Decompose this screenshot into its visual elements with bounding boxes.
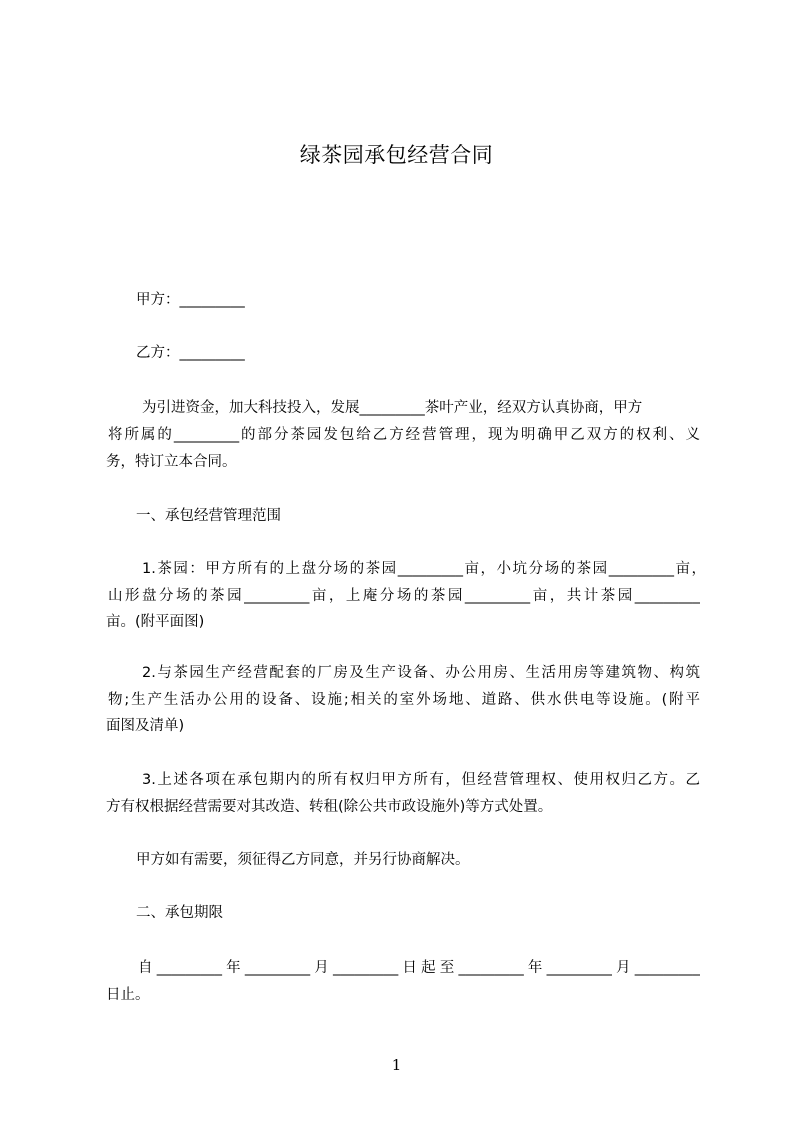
item1-line-3: 亩。(附平面图) <box>106 614 205 630</box>
item2-line-2: 物;生产生活办公用的设备、设施;相关的室外场地、道路、供水供电等设施。(附平 <box>108 692 700 708</box>
party-b-line: 乙方：_________ <box>136 345 245 361</box>
item1-line-1: 1.茶园：甲方所有的上盘分场的茶园_________亩，小坑分场的茶园_________亩， <box>142 561 706 577</box>
section-heading-scope: 一、承包经营管理范围 <box>136 508 281 524</box>
item3-line-1: 3.上述各项在承包期内的所有权归甲方所有，但经营管理权、使用权归乙方。乙 <box>142 772 700 788</box>
item2-line-1: 2.与茶园生产经营配套的厂房及生产设备、办公用房、生活用房等建筑物、构筑 <box>142 665 700 681</box>
item1-line-2: 山形盘分场的茶园_________亩，上庵分场的茶园_________亩，共计茶园_________ <box>108 588 700 604</box>
intro-line-1: 为引进资金，加大科技投入，发展_________茶叶产业，经双方认真协商，甲方 <box>142 400 643 416</box>
note-line: 甲方如有需要，须征得乙方同意，并另行协商解决。 <box>136 852 470 868</box>
item2-line-3: 面图及清单) <box>106 718 185 734</box>
intro-line-2: 将所属的_________的部分茶园发包给乙方经营管理，现为明确甲乙双方的权利、义 <box>108 427 700 443</box>
page-number: 1 <box>391 1056 402 1074</box>
intro-line-3: 务，特订立本合同。 <box>106 454 237 470</box>
term-line-1: 自_________年_________月_________日起至_________年_________月_________ <box>138 960 700 976</box>
term-line-2: 日止。 <box>106 987 150 1003</box>
party-a-line: 甲方：_________ <box>136 292 245 308</box>
page-title: 绿茶园承包经营合同 <box>299 143 494 167</box>
item3-line-2: 方有权根据经营需要对其改造、转租(除公共市政设施外)等方式处置。 <box>106 799 553 815</box>
section-heading-term: 二、承包期限 <box>136 905 223 921</box>
